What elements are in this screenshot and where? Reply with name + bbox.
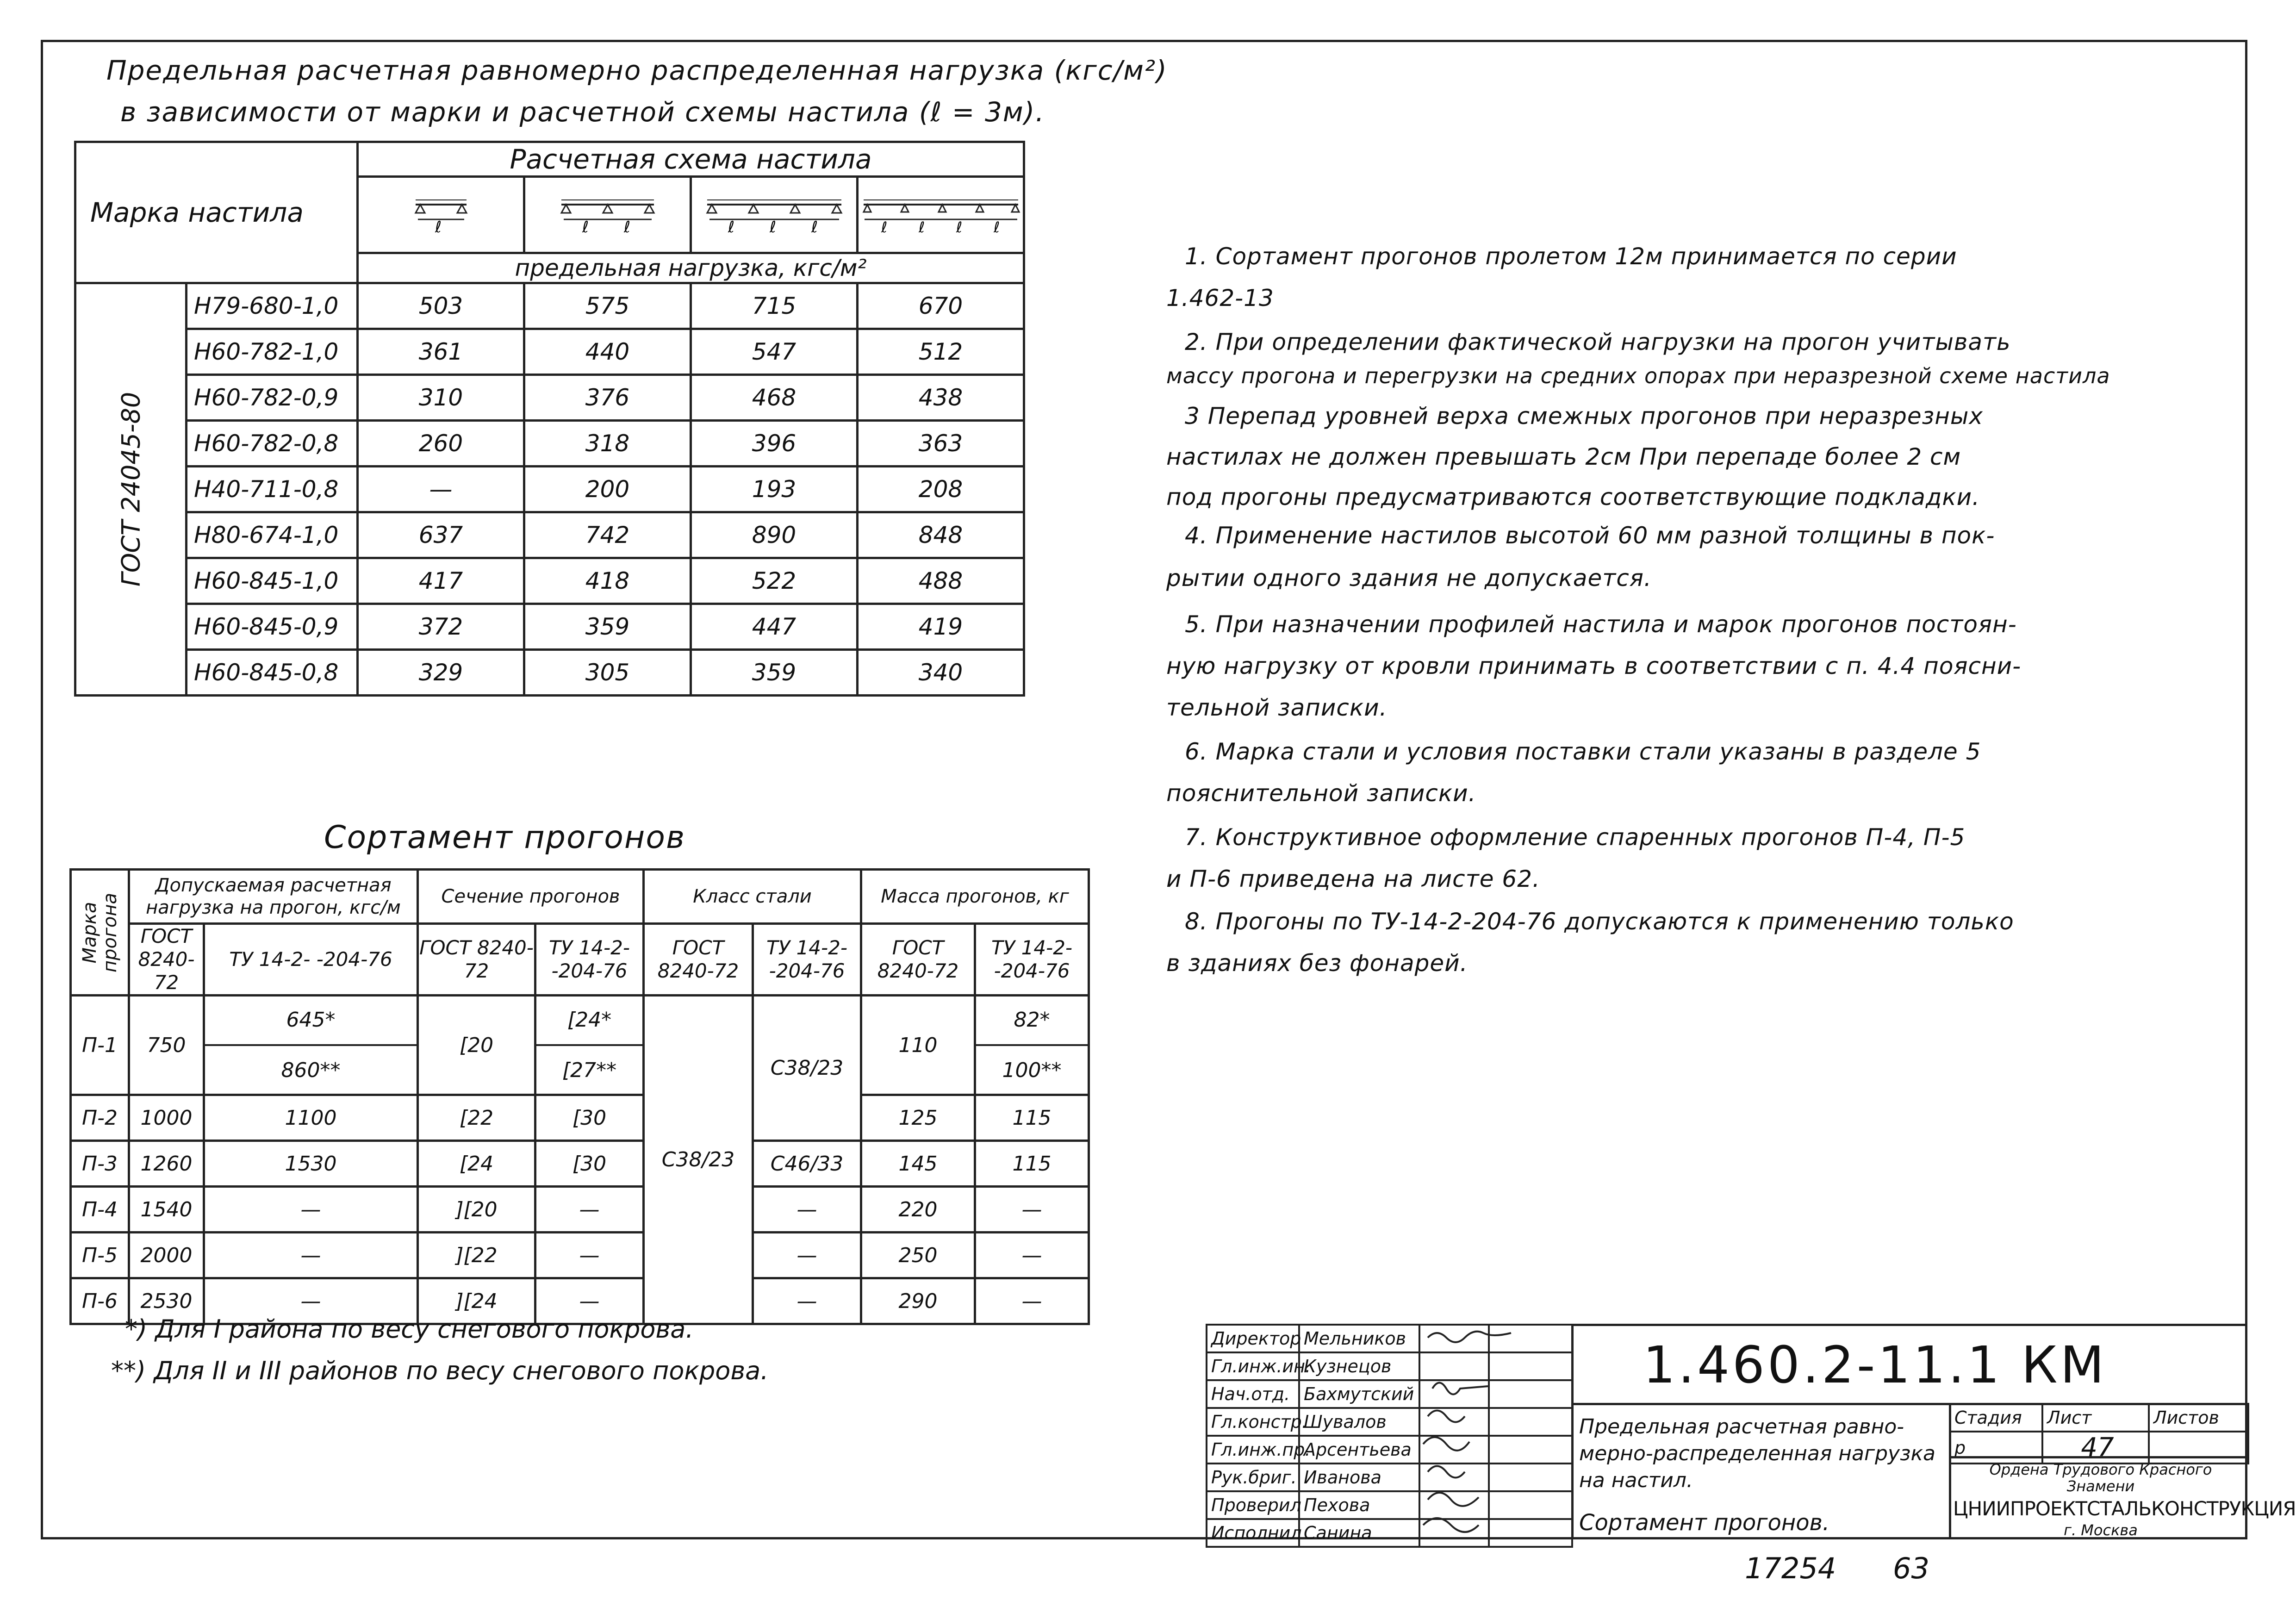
person: Санина (1299, 1519, 1419, 1547)
section-tu: — (535, 1278, 644, 1324)
drawing-code-box (1571, 1324, 2247, 1405)
sub-gost: ГОСТ 8240-72 (861, 924, 975, 996)
value-cell: 575 (524, 283, 691, 329)
mass-gost: 145 (861, 1141, 975, 1187)
value-cell: 512 (858, 329, 1024, 375)
note-line: и П-6 приведена на листе 62. (1166, 866, 1540, 892)
note-line: 3 Перепад уровней верха смежных прогонов при неразрезных (1185, 403, 1983, 430)
signature-mark (1423, 1437, 1469, 1451)
value-cell: 547 (691, 329, 858, 375)
mass-gost: 250 (861, 1233, 975, 1278)
value-cell: 715 (691, 283, 858, 329)
sheet-value: 47 (2042, 1432, 2149, 1464)
value-cell: 417 (358, 558, 524, 604)
load-gost: 1000 (129, 1095, 204, 1141)
mass-tu-1: 82* (976, 996, 1088, 1046)
value-cell: 418 (524, 558, 691, 604)
role: Директор (1207, 1325, 1299, 1352)
role: Рук.бриг. (1207, 1464, 1299, 1491)
footnote-2: **) Для II и III районов по весу снегового покрова. (111, 1356, 769, 1385)
stage-table (1949, 1403, 2249, 1464)
value-cell: 200 (524, 467, 691, 512)
load-tu: — (204, 1278, 418, 1324)
mass-header: Масса прогонов, кг (861, 870, 1089, 924)
span-label: ℓ (728, 218, 734, 237)
purlin-brand: П-5 (71, 1233, 129, 1278)
value-cell: 637 (358, 512, 524, 558)
sub-tu: ТУ 14-2- -204-76 (975, 924, 1089, 996)
span-label: ℓ (919, 218, 925, 236)
sub-header: предельная нагрузка, кгс/м² (358, 253, 1024, 283)
span-label: ℓ (623, 218, 630, 237)
sheet-title-box (1571, 1403, 1951, 1539)
note-line: 8. Прогоны по ТУ-14-2-204-76 допускаются к применению только (1185, 908, 2014, 935)
load-gost: 1540 (129, 1187, 204, 1233)
org-line-1: Ордена Трудового Красного Знамени (1989, 1461, 2212, 1495)
value-cell: 522 (691, 558, 858, 604)
load-table (74, 141, 1025, 697)
value-cell: 503 (358, 283, 524, 329)
purlin-brand: П-2 (71, 1095, 129, 1141)
class-header: Класс стали (644, 870, 861, 924)
class-tu: — (753, 1278, 861, 1324)
load-tu: — (204, 1233, 418, 1278)
value-cell: 318 (524, 421, 691, 467)
value-cell: 193 (691, 467, 858, 512)
span-label: ℓ (582, 218, 589, 237)
value-cell: 363 (858, 421, 1024, 467)
span-label: ℓ (881, 218, 888, 236)
purlin-table (69, 868, 1090, 1325)
purlin-brand: П-4 (71, 1187, 129, 1233)
value-cell: 310 (358, 375, 524, 421)
drawing-code: 1.460.2-11.1 КМ (1643, 1335, 2107, 1395)
scheme-1-span (358, 177, 524, 253)
load-tu: 1530 (204, 1141, 418, 1187)
purlin-brand: П-3 (71, 1141, 129, 1187)
load-tu: — (204, 1187, 418, 1233)
note-line: ную нагрузку от кровли принимать в соответствии с п. 4.4 поясни- (1166, 653, 2022, 679)
span-label: ℓ (769, 218, 776, 237)
signature-mark (1428, 1411, 1465, 1422)
value-cell: 305 (524, 650, 691, 696)
value-cell: 438 (858, 375, 1024, 421)
brand-header: Марка настила (75, 142, 358, 283)
load-gost: 2530 (129, 1278, 204, 1324)
note-line: 2. При определении фактической нагрузки на прогон учитывать (1185, 329, 2011, 355)
mass-tu: — (975, 1278, 1089, 1324)
signatures-scribbles (1206, 1324, 1571, 1546)
note-line: в зданиях без фонарей. (1166, 950, 1468, 977)
scheme-2-span (524, 177, 691, 253)
purlin-brand: П-1 (71, 996, 129, 1095)
note-line: настилах не должен превышать 2см При перепаде более 2 см (1166, 443, 1961, 470)
class-gost-all: С38/23 (644, 996, 753, 1324)
value-cell: — (358, 467, 524, 512)
brand-cell: Н60-845-1,0 (187, 558, 358, 604)
section-gost: ][20 (418, 1187, 535, 1233)
purlin-brand-header: Марка прогона (79, 892, 121, 972)
section-tu: [30 (535, 1095, 644, 1141)
organization-box (1949, 1456, 2296, 1539)
span-label: ℓ (956, 218, 963, 236)
value-cell: 396 (691, 421, 858, 467)
sheets-header: Листов (2149, 1404, 2248, 1432)
mass-tu: 115 (975, 1095, 1089, 1141)
section-tu-split (535, 996, 644, 1095)
org-line-2: ЦНИИПРОЕКТСТАЛЬКОНСТРУКЦИЯ (1953, 1497, 2296, 1520)
sub-tu: ТУ 14-2- -204-76 (204, 924, 418, 996)
mass-tu: 115 (975, 1141, 1089, 1187)
brand-cell: Н79-680-1,0 (187, 283, 358, 329)
load-tu-2: 860** (281, 1059, 341, 1082)
value-cell: 361 (358, 329, 524, 375)
stage-value: р (1950, 1432, 2042, 1464)
person: Мельников (1299, 1325, 1419, 1352)
sub-gost: ГОСТ 8240-72 (644, 924, 753, 996)
load-gost: 2000 (129, 1233, 204, 1278)
value-cell: 419 (858, 604, 1024, 650)
span-label: ℓ (994, 218, 1000, 236)
role: Гл.инж.пр. (1207, 1436, 1299, 1464)
class-tu: С38/23 (753, 996, 861, 1141)
value-cell: 848 (858, 512, 1024, 558)
class-tu: — (753, 1233, 861, 1278)
value-cell: 376 (524, 375, 691, 421)
signature-mark (1428, 1493, 1479, 1506)
note-line: под прогоны предусматриваются соответствующие подкладки. (1166, 484, 1980, 511)
section-tu: — (535, 1187, 644, 1233)
role: Гл.инж.ин. (1207, 1352, 1299, 1380)
note-line: рытии одного здания не допускается. (1166, 565, 1652, 592)
value-cell: 340 (858, 650, 1024, 696)
person: Кузнецов (1299, 1352, 1419, 1380)
section-header: Сечение прогонов (418, 870, 644, 924)
role: Проверил (1207, 1491, 1299, 1519)
scheme-3-span (691, 177, 858, 253)
gost-label: ГОСТ 24045-80 (116, 392, 145, 587)
scheme-4-span (858, 177, 1024, 253)
scheme-header: Расчетная схема настила (358, 142, 1024, 177)
signature-mark (1432, 1383, 1488, 1395)
load-header: Допускаемая расчетная нагрузка на прогон, кгс/м (129, 870, 418, 924)
purlin-brand: П-6 (71, 1278, 129, 1324)
mass-tu: — (975, 1187, 1089, 1233)
org-line-3: г. Москва (2064, 1521, 2138, 1539)
value-cell: 447 (691, 604, 858, 650)
mass-tu: — (975, 1233, 1089, 1278)
stage-header: Стадия (1950, 1404, 2042, 1432)
load-tu-split (204, 996, 418, 1095)
span-label: ℓ (811, 218, 818, 237)
value-cell: 359 (524, 604, 691, 650)
section-tu: [30 (535, 1141, 644, 1187)
note-line: 1.462-13 (1166, 285, 1274, 311)
brand-cell: Н60-782-1,0 (187, 329, 358, 375)
section-tu: — (535, 1233, 644, 1278)
person: Шувалов (1299, 1408, 1419, 1436)
sub-gost: ГОСТ 8240-72 (129, 924, 204, 996)
brand-cell: Н60-782-0,9 (187, 375, 358, 421)
sheet-header: Лист (2042, 1404, 2149, 1432)
load-tu: 1100 (204, 1095, 418, 1141)
brand-cell: Н40-711-0,8 (187, 467, 358, 512)
person: Иванова (1299, 1464, 1419, 1491)
brand-cell: Н60-782-0,8 (187, 421, 358, 467)
section-gost: ][24 (418, 1278, 535, 1324)
sub-gost: ГОСТ 8240-72 (418, 924, 535, 996)
value-cell: 890 (691, 512, 858, 558)
class-tu: — (753, 1187, 861, 1233)
section-gost: [20 (418, 996, 535, 1095)
section-tu-2: [27** (562, 1059, 617, 1082)
value-cell: 440 (524, 329, 691, 375)
sub-tu: ТУ 14-2- -204-76 (535, 924, 644, 996)
archive-number: 17254 (1745, 1551, 1836, 1585)
purlin-table-title: Сортамент прогонов (324, 819, 686, 856)
four-span-beam-icon (861, 196, 1020, 236)
purlin-brand-header-cell (71, 870, 129, 996)
role: Нач.отд. (1207, 1380, 1299, 1408)
two-span-beam-icon (557, 196, 659, 237)
value-cell: 208 (858, 467, 1024, 512)
role: Гл.констр. (1207, 1408, 1299, 1436)
note-line: массу прогона и перегрузки на средних опорах при неразрезной схеме настила (1166, 363, 2110, 388)
value-cell: 488 (858, 558, 1024, 604)
note-line: 7. Конструктивное оформление спаренных прогонов П-4, П-5 (1185, 824, 1966, 851)
mass-gost: 290 (861, 1278, 975, 1324)
load-gost: 750 (129, 996, 204, 1095)
note-line: 4. Применение настилов высотой 60 мм разной толщины в пок- (1185, 522, 1995, 549)
section-gost: [22 (418, 1095, 535, 1141)
value-cell: 372 (358, 604, 524, 650)
brand-cell: Н60-845-0,9 (187, 604, 358, 650)
class-tu: С46/33 (753, 1141, 861, 1187)
mass-tu-2: 100** (1002, 1059, 1062, 1082)
value-cell: 329 (358, 650, 524, 696)
brand-cell: Н60-845-0,8 (187, 650, 358, 696)
person: Пехова (1299, 1491, 1419, 1519)
span-label: ℓ (435, 218, 442, 237)
note-line: пояснительной записки. (1166, 780, 1476, 807)
page-number: 63 (1893, 1551, 1929, 1585)
sheet-title-2: Сортамент прогонов. (1579, 1510, 1830, 1536)
note-line: 1. Сортамент прогонов пролетом 12м принимается по серии (1185, 243, 1957, 270)
note-line: 6. Марка стали и условия поставки стали указаны в разделе 5 (1185, 738, 1981, 765)
value-cell: 742 (524, 512, 691, 558)
section-gost: ][22 (418, 1233, 535, 1278)
load-gost: 1260 (129, 1141, 204, 1187)
load-table-title-2: в зависимости от марки и расчетной схемы настила (ℓ = 3м). (120, 96, 1045, 128)
role: Исполнил (1207, 1519, 1299, 1547)
gost-label-cell (75, 283, 187, 696)
signature-mark (1428, 1332, 1511, 1342)
mass-gost: 220 (861, 1187, 975, 1233)
footnote-1: *) Для I района по весу снегового покрова. (125, 1314, 694, 1344)
sub-tu: ТУ 14-2- -204-76 (753, 924, 861, 996)
section-tu-1: [24* (536, 996, 642, 1046)
mass-gost: 110 (861, 996, 975, 1095)
person: Бахмутский (1299, 1380, 1419, 1408)
mass-tu-split (975, 996, 1089, 1095)
signature-mark (1428, 1466, 1465, 1478)
value-cell: 468 (691, 375, 858, 421)
value-cell: 260 (358, 421, 524, 467)
brand-cell: Н80-674-1,0 (187, 512, 358, 558)
mass-gost: 125 (861, 1095, 975, 1141)
value-cell: 670 (858, 283, 1024, 329)
single-span-beam-icon (411, 196, 471, 237)
person: Арсентьева (1299, 1436, 1419, 1464)
sheet-title: Предельная расчетная равно- мерно-распределенная нагрузка на настил. (1579, 1415, 1935, 1492)
value-cell: 359 (691, 650, 858, 696)
load-tu-1: 645* (205, 996, 417, 1046)
three-span-beam-icon (703, 196, 846, 237)
note-line: 5. При назначении профилей настила и марок прогонов постоян- (1185, 611, 2017, 638)
note-line: тельной записки. (1166, 694, 1388, 721)
load-table-title-1: Предельная расчетная равномерно распределенная нагрузка (кгс/м²) (106, 55, 1168, 86)
section-gost: [24 (418, 1141, 535, 1187)
signature-mark (1423, 1518, 1479, 1532)
